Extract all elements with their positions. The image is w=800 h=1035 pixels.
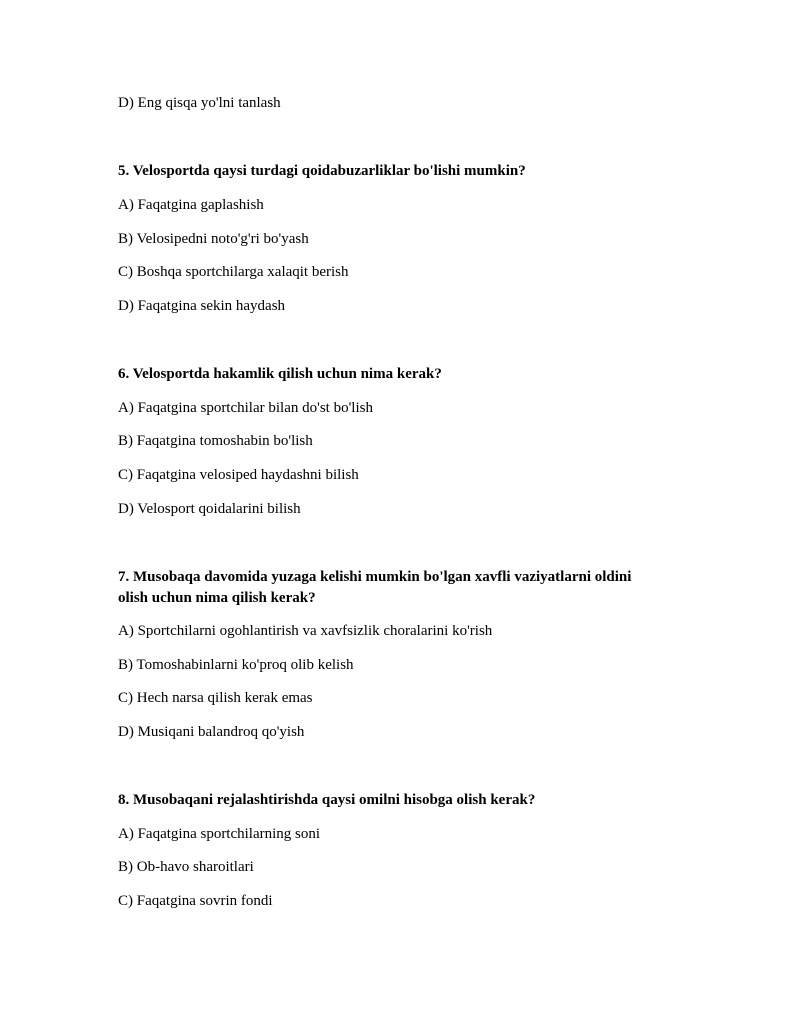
question-8-option-c: C) Faqatgina sovrin fondi	[118, 893, 273, 909]
question-5-option-b: B) Velosipedni noto'g'ri bo'yash	[118, 231, 309, 247]
question-6-option-d: D) Velosport qoidalarini bilish	[118, 501, 301, 517]
question-5-option-d: D) Faqatgina sekin haydash	[118, 298, 286, 314]
question-6-option-c: C) Faqatgina velosiped haydashni bilish	[118, 467, 359, 483]
question-8-option-b: B) Ob-havo sharoitlari	[118, 859, 254, 875]
question-5-title: 5. Velosportda qaysi turdagi qoidabuzarliklar bo'lishi mumkin?	[118, 163, 526, 179]
question-5-option-c: C) Boshqa sportchilarga xalaqit berish	[118, 264, 349, 280]
question-7-option-c: C) Hech narsa qilish kerak emas	[118, 690, 313, 706]
question-7-option-d: D) Musiqani balandroq qo'yish	[118, 724, 305, 740]
question-8-option-a: A) Faqatgina sportchilarning soni	[118, 826, 321, 842]
question-7-title-line2: olish uchun nima qilish kerak?	[118, 590, 316, 606]
question-8-title: 8. Musobaqani rejalashtirishda qaysi omilni hisobga olish kerak?	[118, 792, 536, 808]
question-5-option-a: A) Faqatgina gaplashish	[118, 197, 264, 213]
question-7-title-line1: 7. Musobaqa davomida yuzaga kelishi mumkin bo'lgan xavfli vaziyatlarni oldini	[118, 569, 632, 585]
option-d-previous: D) Eng qisqa yo'lni tanlash	[118, 95, 281, 111]
question-6-option-a: A) Faqatgina sportchilar bilan do'st bo'lish	[118, 400, 373, 416]
question-7-option-a: A) Sportchilarni ogohlantirish va xavfsizlik choralarini ko'rish	[118, 623, 493, 639]
question-6-title: 6. Velosportda hakamlik qilish uchun nima kerak?	[118, 366, 442, 382]
question-6-option-b: B) Faqatgina tomoshabin bo'lish	[118, 433, 313, 449]
question-7-option-b: B) Tomoshabinlarni ko'proq olib kelish	[118, 657, 354, 673]
